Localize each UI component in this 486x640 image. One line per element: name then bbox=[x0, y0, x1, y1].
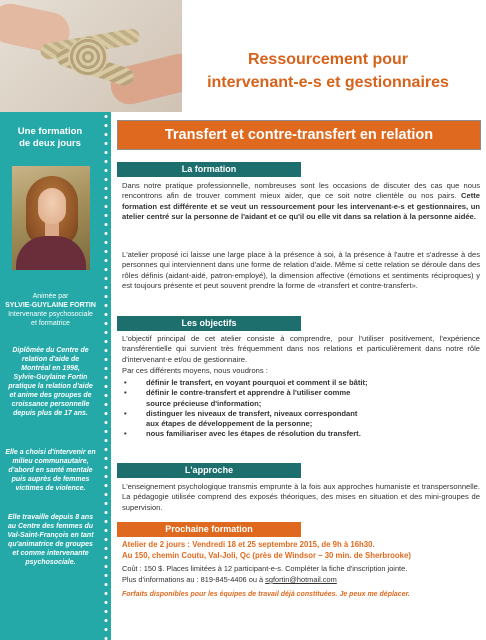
formation-paragraph-2: L'atelier proposé ici laisse une large place à la présence à soi, à la présence à l'autre et s'adresse à des personnes qui interviennent dans une forme de relation d'aide. Même si cette relation se déroule dans des rôles définis (aidant-aidé, patron-employé), la dimension affective (émotions et sentiments réciproques) y est toujours présente et peut souvent prendre la forme de «transfert et contre-transfert». bbox=[122, 250, 480, 290]
sidebar-title-line1: Une formation bbox=[17, 126, 83, 137]
photo-shoulders bbox=[16, 236, 86, 270]
bio-line: milieu communautaire, bbox=[12, 458, 89, 465]
bio-line: Val-Saint-François en tant bbox=[7, 532, 94, 539]
header-photo-hands-knot bbox=[0, 0, 182, 112]
trainer-role-line1: Intervenante psychosociale bbox=[8, 311, 93, 318]
list-item-text: nous familiariser avec les étapes de résolution du transfert. bbox=[146, 429, 361, 439]
trainer-name: SYLVIE-GUYLAINE FORTIN bbox=[5, 302, 96, 309]
objectifs-intro: Par ces différents moyens, nous voudrons : bbox=[122, 366, 268, 375]
trainer-credit bbox=[0, 292, 101, 328]
list-item-text: aux étapes de développement de la personne; bbox=[146, 419, 313, 429]
sidebar-bio-paragraph-3 bbox=[2, 513, 99, 567]
bio-line: psychosociale. bbox=[25, 559, 76, 566]
bio-line: depuis plus de 17 ans. bbox=[13, 410, 88, 417]
session-dates: Atelier de 2 jours : Vendredi 18 et 25 septembre 2015, de 9h à 16h30. bbox=[122, 540, 375, 549]
sidebar-bio-paragraph-1 bbox=[2, 346, 99, 418]
formation-text: Dans notre pratique professionnelle, nombreuses sont les occasions de discuter des cas que nous rencontrons afin de trouver comment mieux aider, que ce soit notre clientèle ou nos pairs. bbox=[122, 181, 480, 201]
section-heading-formation: La formation bbox=[117, 162, 301, 177]
bio-line: Sylvie-Guylaine Fortin bbox=[13, 374, 88, 381]
sidebar-title bbox=[0, 126, 100, 150]
email-link[interactable]: sgfortin@hotmail.com bbox=[265, 575, 337, 584]
bio-line: Diplômée du Centre de bbox=[12, 347, 89, 354]
trainer-photo bbox=[12, 166, 90, 270]
bio-line: Elle travaille depuis 8 ans bbox=[7, 514, 94, 521]
bio-line: puis auprès de femmes bbox=[11, 476, 90, 483]
list-item bbox=[122, 429, 480, 439]
bio-line: relation d'aide de bbox=[21, 356, 80, 363]
list-item bbox=[122, 409, 480, 430]
list-item-text: • définir le contre-transfert et apprendre à l'utiliser comme bbox=[146, 388, 351, 398]
list-item bbox=[122, 378, 480, 388]
course-title-banner: Transfert et contre-transfert en relation bbox=[117, 120, 481, 150]
forfaits-note: Forfaits disponibles pour les équipes de travail déjà constituées. Je peux me déplacer. bbox=[122, 591, 410, 598]
main-title-line2: intervenant-e-s et gestionnaires bbox=[207, 74, 449, 91]
bio-line: Elle a choisi d'intervenir en bbox=[5, 449, 96, 456]
contact-info bbox=[122, 575, 480, 586]
session-cost: Coût : 150 $. Places limitées à 12 participant-e-s. Compléter la fiche d'inscription jointe. bbox=[122, 564, 408, 573]
sidebar-dot-border bbox=[101, 112, 111, 640]
approche-paragraph: L'enseignement psychologique transmis emprunte à la fois aux approches humaniste et transpersonnelle. La pédagogie utilisée comprend des exposés théoriques, des mises en situation et des mini-groupes de supervision. bbox=[122, 482, 480, 512]
bio-line: au Centre des femmes du bbox=[7, 523, 94, 530]
bio-line: et anime des groupes de bbox=[9, 392, 92, 399]
main-title-line1: Ressourcement pour bbox=[247, 51, 409, 68]
list-item-text: définir le transfert, en voyant pourquoi et comment il se bâtit; bbox=[146, 378, 368, 387]
main-title bbox=[170, 48, 486, 94]
bio-line: qu'animatrice de groupes bbox=[8, 541, 93, 548]
formation-paragraph-1 bbox=[122, 181, 480, 222]
list-item-text: source précieuse d'information; bbox=[146, 398, 262, 408]
trainer-role-line2: et formatrice bbox=[31, 320, 70, 327]
bio-line: victimes de violence. bbox=[15, 485, 86, 492]
section-heading-prochaine: Prochaine formation bbox=[117, 522, 301, 537]
bio-line: pratique la relation d'aide bbox=[8, 383, 93, 390]
section-heading-approche: L'approche bbox=[117, 463, 301, 478]
objectifs-paragraph: L'objectif principal de cet atelier consiste à comprendre, pour l'utiliser positivement, l'expérience transférentielle qui survient très fréquemment dans nos relations et particulièrement dans notre rôle d'intervenant-e et/ou de gestionnaire. bbox=[122, 334, 480, 364]
bio-line: et comme intervenante bbox=[12, 550, 89, 557]
sidebar-title-line2: de deux jours bbox=[19, 138, 81, 149]
section-heading-objectifs: Les objectifs bbox=[117, 316, 301, 331]
bio-line: d'abord en santé mentale bbox=[8, 467, 93, 474]
objectifs-list bbox=[122, 378, 480, 440]
list-item-text: • distinguer les niveaux de transfert, niveaux correspondant bbox=[146, 408, 358, 418]
bio-line: croissance personnelle bbox=[11, 401, 90, 408]
list-item bbox=[122, 388, 480, 409]
formation-text-bold: Cette formation est différente et se veut un ressourcement pour les intervenant-e-s et gestionnaires, un atelier centré sur la personne de l'aidant et ce qu'il ou elle vit dans sa relation à la personne aidée. bbox=[122, 191, 480, 221]
session-location: Au 150, chemin Coutu, Val-Joli, Qc (près de Windsor – 30 min. de Sherbrooke) bbox=[122, 551, 411, 560]
animee-label: Animée par bbox=[32, 293, 69, 300]
photo-face bbox=[38, 188, 66, 224]
contact-text: Plus d'informations au : 819-845-4406 ou à bbox=[122, 575, 266, 584]
bio-line: Montréal en 1998, bbox=[21, 365, 80, 372]
sidebar-bio-paragraph-2 bbox=[2, 448, 99, 493]
rope-knot bbox=[68, 38, 108, 76]
